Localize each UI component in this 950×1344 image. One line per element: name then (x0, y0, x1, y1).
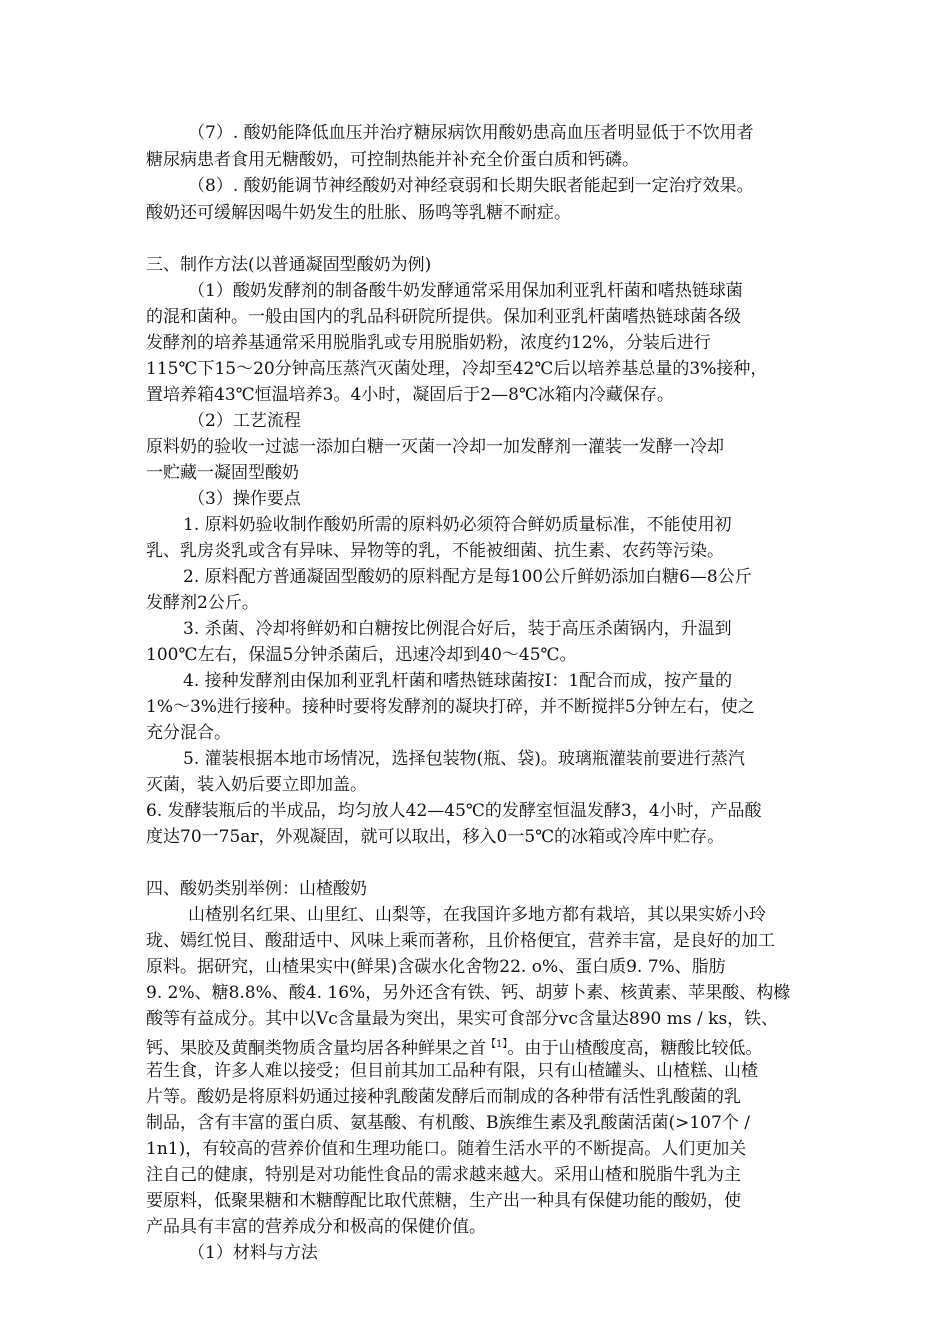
step-4-line-1: 4. 接种发酵剂由保加利亚乳杆菌和嗜热链球菌按I：1配合而成，按产量的 (183, 671, 733, 691)
hawthorn-line-3: 原料。据研究，山楂果实中(鲜果)含碳水化舍物22. o%、蛋白质9. 7%、脂肪 (146, 957, 726, 977)
step-1-line-1: 1. 原料奶验收制作酸奶所需的原料奶必须符合鲜奶质量标准，不能使用初 (183, 515, 732, 535)
hawthorn-line-7: 若生食，许多人难以接受；但目前其加工品种有限，只有山楂罐头、山楂糕、山楂 (146, 1061, 758, 1081)
hawthorn-line-6 (146, 1034, 846, 1060)
method-1-line-5: 置培养箱43℃恒温培养3。4小时，凝固后于2—8℃冰箱内冷藏保存。 (146, 385, 674, 405)
process-flow-heading: （2）工艺流程 (188, 411, 301, 431)
paragraph-8-line-1: （8）. 酸奶能调节神经酸奶对神经衰弱和长期失眠者能起到一定治疗效果。 (188, 176, 754, 196)
hawthorn-line-1: 山楂别名红果、山里红、山梨等，在我国许多地方都有栽培，其以果实娇小玲 (188, 905, 766, 925)
hawthorn-line-9: 制品，含有丰富的蛋白质、氨基酸、有机酸、B族维生素及乳酸菌活菌(>107个 / (146, 1113, 750, 1133)
step-5-line-2: 灭菌，装入奶后要立即加盖。 (146, 775, 367, 795)
step-3-line-2: 100℃左右，保温5分钟杀菌后，迅速冷却到40～45℃。 (146, 645, 577, 665)
step-3-line-1: 3. 杀菌、冷却将鲜奶和白糖按比例混合好后，装于高压杀菌锅内，升温到 (183, 619, 732, 639)
hawthorn-line-11: 注自己的健康，特别是对功能性食品的需求越来越大。采用山楂和脱脂牛乳为主 (146, 1165, 741, 1185)
section-heading-4: 四、酸奶类别举例：山楂酸奶 (146, 879, 367, 899)
hawthorn-line-6-text: 钙、果胶及黄酮类物质含量均居各种鲜果之首 (146, 1038, 486, 1059)
step-5-line-1: 5. 灌装根据本地市场情况，选择包装物(瓶、袋)。玻璃瓶灌装前要进行蒸汽 (183, 749, 745, 769)
method-1-line-3: 发酵剂的培养基通常采用脱脂乳或专用脱脂奶粉，浓度约12%，分装后进行 (146, 333, 711, 353)
citation-ref: 【1】 (486, 1039, 508, 1050)
hawthorn-line-5: 酸等有益成分。其中以Vc含量最为突出，果实可食部分vc含量达890 ms / ks，铁、 (146, 1009, 779, 1029)
hawthorn-line-2: 珑、嫣红悦目、酸甜适中、风味上乘而著称，且价格便宜，营养丰富，是良好的加工 (146, 931, 775, 951)
step-2-line-1: 2. 原料配方普通凝固型酸奶的原料配方是每100公斤鲜奶添加白糖6—8公斤 (183, 567, 752, 587)
key-points-heading: （3）操作要点 (188, 489, 301, 509)
paragraph-7-line-2: 糖尿病患者食用无糖酸奶，可控制热能并补充全价蛋白质和钙磷。 (146, 150, 639, 170)
method-1-line-1: （1）酸奶发酵剂的制备酸牛奶发酵通常采用保加利亚乳杆菌和嗜热链球菌 (188, 281, 743, 301)
step-6-line-1: 6. 发酵装瓶后的半成品，均匀放人42—45℃的发酵室恒温发酵3，4小时，产品酸 (146, 801, 762, 821)
paragraph-7-line-1: （7）. 酸奶能降低血压并治疗糖尿病饮用酸奶患高血压者明显低于不饮用者 (188, 123, 754, 143)
step-6-line-2: 度达70一75ar，外观凝固，就可以取出，移入0一5℃的冰箱或冷库中贮存。 (146, 827, 725, 847)
hawthorn-line-8: 片等。酸奶是将原料奶通过接种乳酸菌发酵后而制成的各种带有活性乳酸菌的乳 (146, 1087, 741, 1107)
hawthorn-line-12: 要原料，低聚果糖和木糖醇配比取代蔗糖，生产出一种具有保健功能的酸奶，使 (146, 1191, 741, 1211)
materials-methods-heading: （1）材料与方法 (188, 1243, 318, 1263)
hawthorn-line-10: 1n1)，有较高的营养价值和生理功能口。随着生活水平的不断提高。人们更加关 (146, 1139, 747, 1159)
step-1-line-2: 乳、乳房炎乳或含有异味、异物等的乳，不能被细菌、抗生素、农药等污染。 (146, 541, 724, 561)
step-4-line-2: 1%～3%进行接种。接种时要将发酵剂的凝块打碎，并不断搅拌5分钟左右，使之 (146, 697, 755, 717)
section-heading-3: 三、制作方法(以普通凝固型酸奶为例) (146, 255, 432, 275)
method-1-line-4: 115℃下15～20分钟高压蒸汽灭菌处理，冷却至42℃后以培养基总量的3%接种， (146, 359, 768, 379)
hawthorn-line-4: 9. 2%、糖8.8%、酸4. 16%，另外还含有铁、钙、胡萝卜素、核黄素、苹果酸、构橼 (146, 983, 791, 1003)
method-1-line-2: 的混和菌种。一般由国内的乳品科研院所提供。保加利亚乳杆菌嗜热链球菌各级 (146, 307, 741, 327)
process-flow-line-1: 原料奶的验收一过滤一添加白糖一灭菌一冷却一加发酵剂一灌装一发酵一冷却 (146, 437, 724, 457)
step-2-line-2: 发酵剂2公斤。 (146, 593, 259, 613)
paragraph-8-line-2: 酸奶还可缓解因喝牛奶发生的肚胀、肠鸣等乳糖不耐症。 (146, 203, 571, 223)
hawthorn-line-6-tail: 。由于山楂酸度高，糖酸比较低。 (507, 1038, 763, 1059)
step-4-line-3: 充分混合。 (146, 723, 231, 743)
process-flow-line-2: 一贮藏一凝固型酸奶 (146, 463, 299, 483)
hawthorn-line-13: 产品具有丰富的营养成分和极高的保健价值。 (146, 1217, 486, 1237)
